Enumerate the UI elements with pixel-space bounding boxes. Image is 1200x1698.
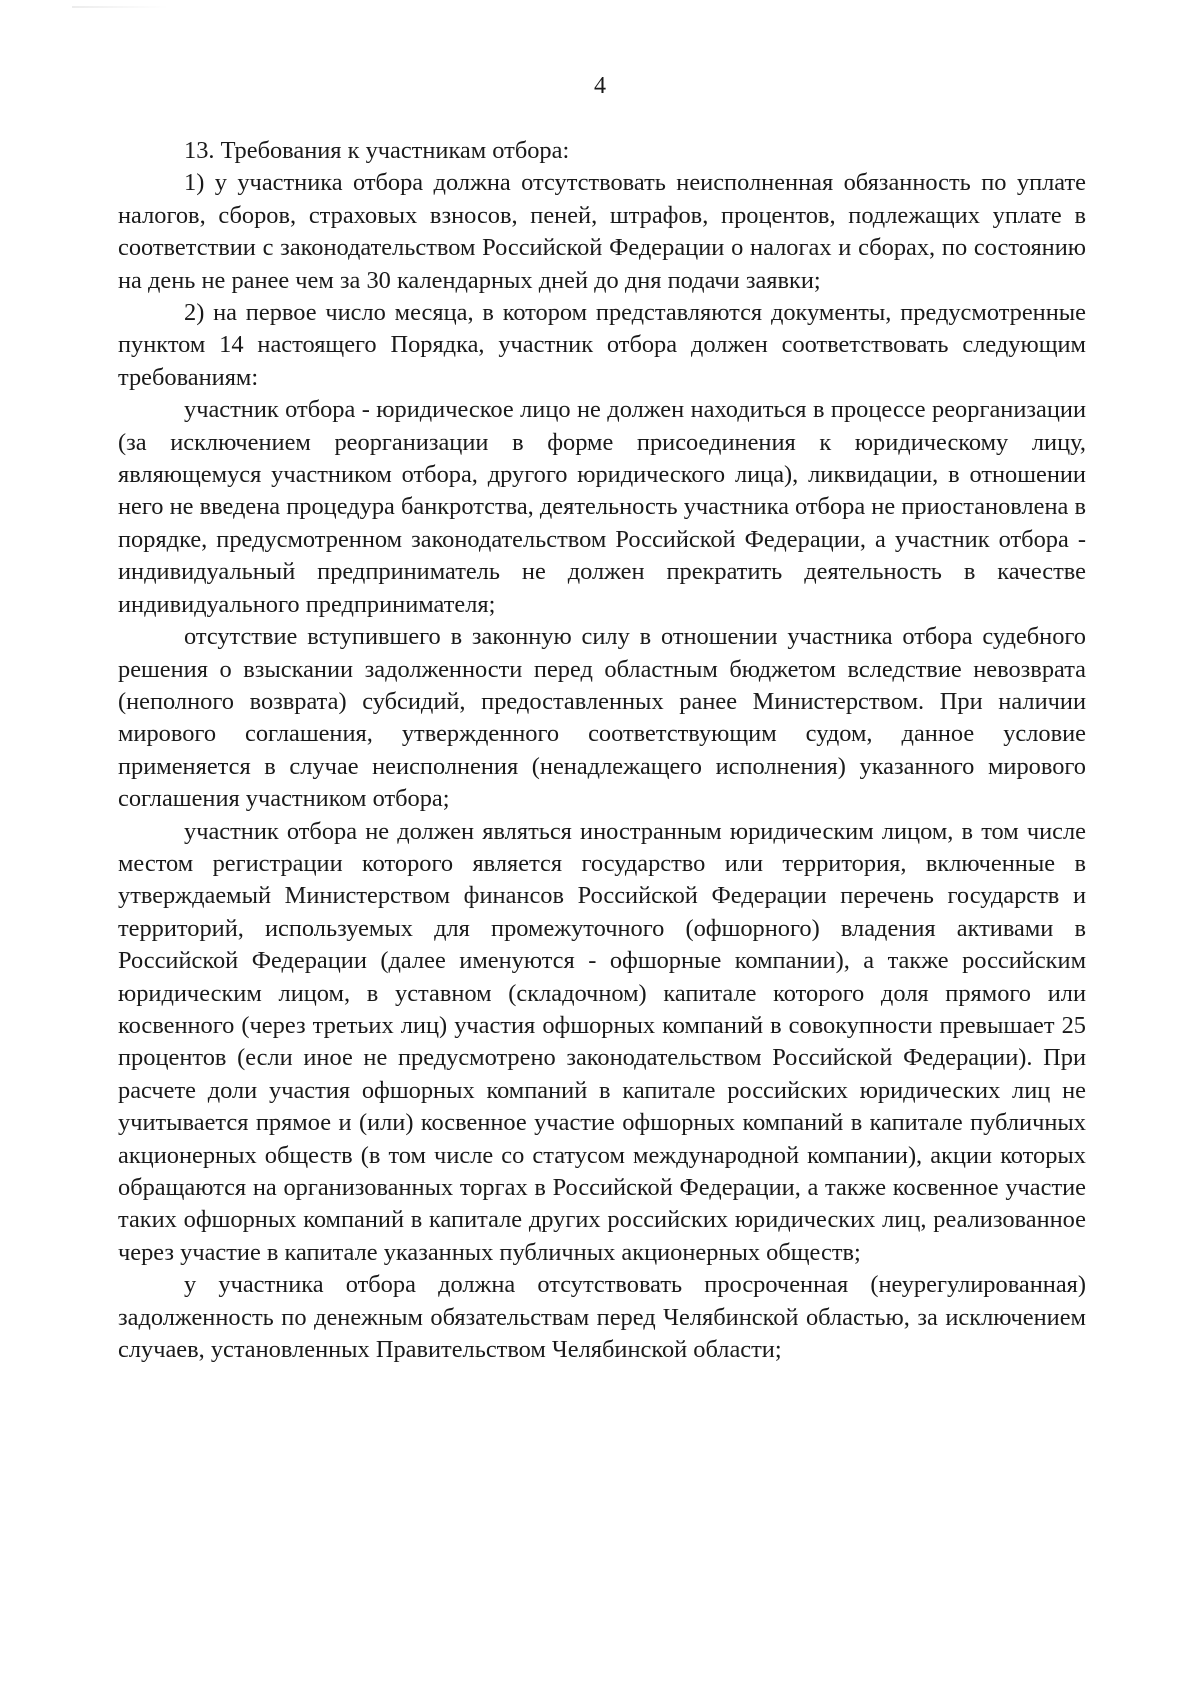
paragraph-requirement-1: 1) у участника отбора должна отсутствовать неисполненная обязанность по уплате налогов, сборов, страховых взносов, пеней, штрафов, процентов, подлежащих уплате в соответствии с законодательством Российской Федерации о налогах и сборах, по состоянию на день не ранее чем за 30 календарных дней до дня подачи заявки; [118, 169, 1086, 294]
paragraph-requirement-2: 2) на первое число месяца, в котором представляются документы, предусмотренные пунктом 14 настоящего Порядка, участник отбора должен соответствовать следующим требованиям: [118, 299, 1086, 391]
section-heading: 13. Требования к участникам отбора: [184, 137, 570, 164]
paragraph-court-decision: отсутствие вступившего в законную силу в отношении участника отбора судебного решения о взыскании задолженности перед областным бюджетом вследствие невозврата (неполного возврата) субсидий, предоставленных ранее Министерством. При наличии мирового соглашения, утвержденного соответствующим судом, данное условие применяется в случае неисполнения (ненадлежащего исполнения) указанного мирового соглашения участником отбора; [118, 623, 1086, 813]
paragraph-reorganization: участник отбора - юридическое лицо не должен находиться в процессе реорганизации (за исключением реорганизации в форме присоединения к юридическому лицу, являющемуся участником отбора, другого юридического лица), ликвидации, в отношении него не введена процедура банкротства, деятельность участника отбора не приостановлена в порядке, предусмотренном законодательством Российской Федерации, а участник отбора - индивидуальный предприниматель не должен прекратить деятельность в качестве индивидуального предпринимателя; [118, 396, 1086, 618]
paragraph-offshore: участник отбора не должен являться иностранным юридическим лицом, в том числе местом регистрации которого является государство или территория, включенные в утверждаемый Министерством финансов Российской Федерации перечень государств и территорий, используемых для промежуточного (офшорного) владения активами в Российской Федерации (далее именуются - офшорные компании), а также российским юридическим лицом, в уставном (складочном) капитале которого доля прямого или косвенного (через третьих лиц) участия офшорных компаний в совокупности превышает 25 процентов (если иное не предусмотрено законодательством Российской Федерации). При расчете доли участия офшорных компаний в капитале российских юридических лиц не учитывается прямое и (или) косвенное участие офшорных компаний в капитале публичных акционерных обществ (в том числе со статусом международной компании), акции которых обращаются на организованных торгах в Российской Федерации, а также косвенное участие таких офшорных компаний в капитале других российских юридических лиц, реализованное через участие в капитале указанных публичных акционерных обществ; [118, 817, 1086, 1266]
scan-artifact [72, 6, 168, 8]
document-body [118, 135, 1086, 1366]
page-number: 4 [594, 73, 606, 99]
paragraph-overdue-debt: у участника отбора должна отсутствовать просроченная (неурегулированная) задолженность по денежным обязательствам перед Челябинской областью, за исключением случаев, установленных Правительством Челябинской области; [118, 1271, 1086, 1364]
